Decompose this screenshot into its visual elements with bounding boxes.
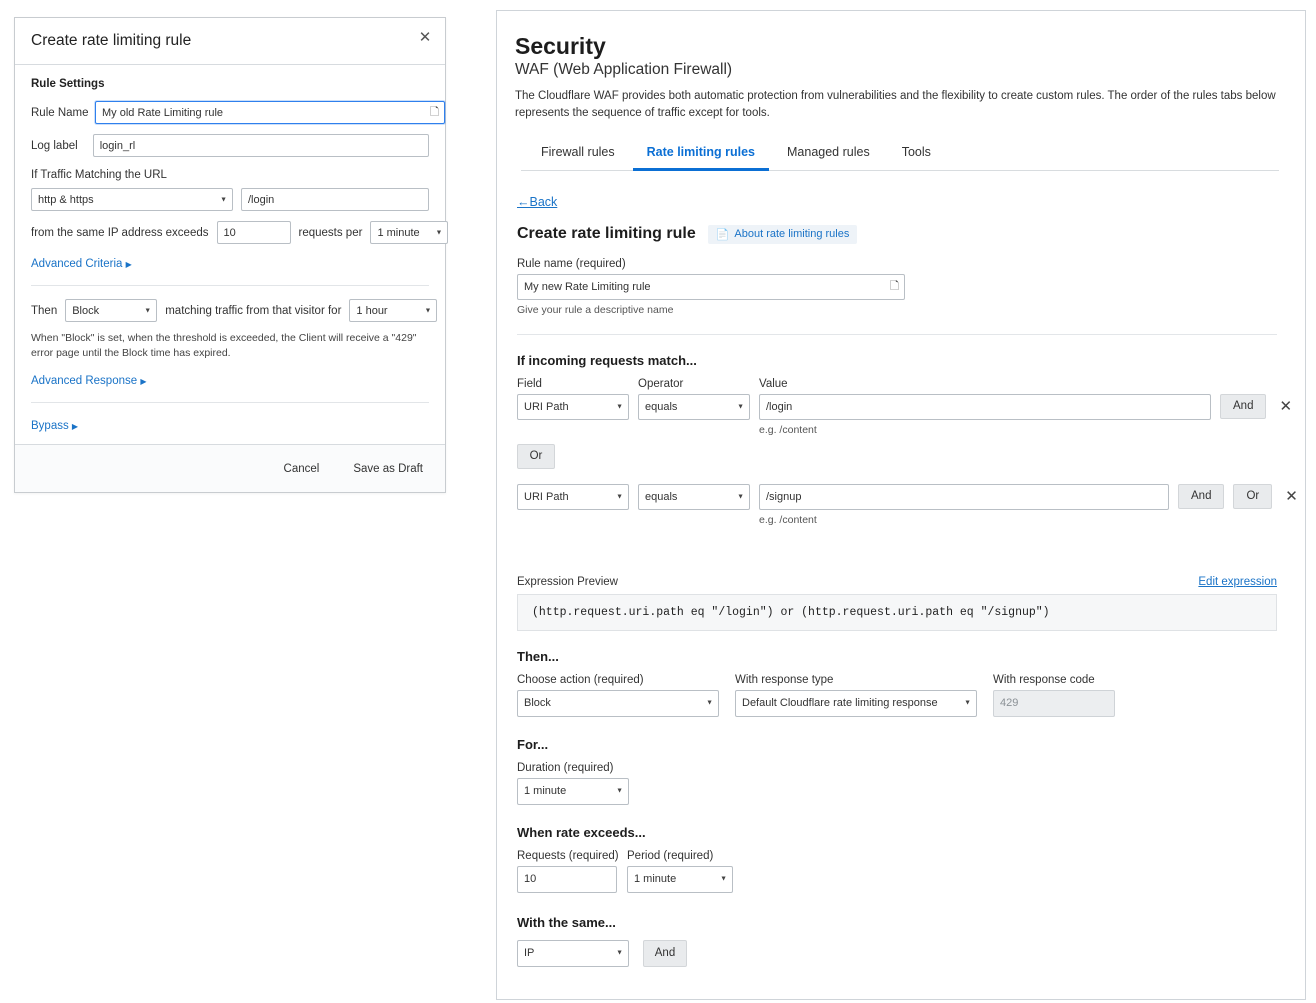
copy-icon[interactable]: 🗋	[430, 106, 439, 118]
rule-name-row	[31, 101, 439, 124]
block-note: When "Block" is set, when the threshold is exceeded, the Client will receive a "429" error page until the Block time has expired.	[31, 332, 417, 360]
expression-preview: (http.request.uri.path eq "/login") or (http.request.uri.path eq "/signup")	[517, 594, 1277, 631]
condition-column-headers	[517, 378, 1279, 394]
response-type-select-wrap	[735, 690, 977, 717]
value-input[interactable]	[759, 394, 1211, 420]
back-link[interactable]: ←Back	[517, 194, 558, 209]
response-code-block	[993, 674, 1115, 717]
chevron-down-icon: ▼	[616, 493, 623, 500]
close-icon[interactable]: ✕	[1275, 394, 1296, 419]
value-input-wrap	[759, 484, 1169, 526]
tab-firewall-rules[interactable]: Firewall rules	[527, 137, 629, 171]
requests-block	[517, 850, 627, 893]
rule-name-block	[517, 258, 1279, 316]
divider	[31, 285, 429, 286]
col-operator-label: Operator	[638, 377, 684, 390]
or-button[interactable]: Or	[517, 444, 555, 469]
edit-expression-link[interactable]: Edit expression	[1198, 575, 1277, 588]
rule-name-label: Rule Name	[31, 106, 89, 119]
threshold-row	[31, 221, 443, 244]
chevron-down-icon: ▼	[737, 403, 744, 410]
log-label-row	[31, 134, 429, 157]
duration-label: Duration (required)	[517, 761, 614, 774]
or-button[interactable]: Or	[1233, 484, 1272, 509]
chevron-down-icon: ▼	[720, 875, 727, 883]
col-value-label: Value	[759, 377, 788, 390]
action-select-wrap	[65, 299, 157, 322]
response-type-block	[735, 674, 993, 717]
create-rate-limiting-rule-modal	[14, 17, 446, 493]
rule-name-input-wrap	[95, 101, 445, 124]
then-row	[31, 299, 432, 322]
tab-bar	[521, 137, 1279, 171]
log-label-label: Log label	[31, 139, 78, 152]
chevron-down-icon: ▼	[706, 699, 713, 707]
field-select-wrap	[517, 484, 629, 510]
response-type-label: With response type	[735, 673, 834, 686]
page-title: Security	[515, 33, 606, 59]
chevron-down-icon: ▼	[964, 699, 971, 707]
matching-traffic-label: matching traffic from that visitor for	[165, 304, 342, 317]
close-icon[interactable]: ✕	[415, 28, 435, 48]
action-select[interactable]	[65, 299, 157, 322]
book-icon: 📄	[715, 228, 730, 241]
operator-select[interactable]	[638, 394, 750, 420]
url-match-row	[31, 188, 429, 211]
rule-name-input[interactable]	[517, 274, 905, 300]
modal-footer	[15, 444, 445, 492]
then-row	[517, 674, 1279, 717]
intro-text: The Cloudflare WAF provides both automatic protection from vulnerabilities and the flexibility to create custom rules. The order of the rules tabs below represents the sequence of traffic except for tools.	[515, 90, 1276, 120]
rule-settings-heading: Rule Settings	[31, 78, 105, 90]
chevron-down-icon: ▼	[220, 196, 227, 203]
rate-row	[517, 850, 1279, 893]
field-select[interactable]	[517, 484, 629, 510]
operator-select-wrap	[638, 394, 750, 420]
cancel-button[interactable]: Cancel	[278, 462, 326, 476]
action-label: Choose action (required)	[517, 673, 644, 686]
security-panel	[496, 10, 1306, 1000]
action-block	[517, 674, 735, 717]
rate-heading: When rate exceeds...	[517, 824, 646, 840]
same-row	[517, 940, 1279, 967]
then-label: Then	[31, 304, 58, 317]
value-input-wrap	[759, 394, 1211, 436]
triangle-right-icon: ▶	[125, 260, 132, 269]
action-select[interactable]	[517, 690, 719, 717]
same-heading: With the same...	[517, 914, 616, 930]
response-type-select[interactable]	[735, 690, 977, 717]
copy-icon[interactable]: 🗋	[890, 280, 899, 292]
bypass-link[interactable]	[31, 420, 78, 432]
save-as-draft-button[interactable]: Save as Draft	[347, 462, 429, 476]
triangle-right-icon: ▶	[71, 422, 79, 432]
then-heading: Then...	[517, 648, 559, 664]
period-select-wrap	[627, 866, 733, 893]
expression-section	[515, 576, 1279, 631]
rule-heading: Create rate limiting rule	[517, 225, 696, 242]
exceeds-suffix-label: requests per	[298, 226, 363, 239]
expression-preview-label: Expression Preview	[517, 575, 618, 588]
table-row	[517, 484, 1298, 526]
or-button-row	[517, 444, 1279, 469]
chevron-down-icon: ▼	[616, 787, 623, 795]
requests-input[interactable]	[517, 866, 617, 893]
operator-select[interactable]	[638, 484, 750, 510]
period-label: Period (required)	[627, 849, 714, 862]
operator-select-wrap	[638, 484, 750, 510]
match-heading: If incoming requests match...	[517, 352, 697, 368]
divider	[517, 334, 1277, 335]
duration-select-wrap	[517, 778, 629, 805]
about-link-label: About rate limiting rules	[734, 228, 850, 240]
about-rate-limiting-rules-link[interactable]	[708, 225, 858, 244]
response-code-input[interactable]	[993, 690, 1115, 717]
scheme-select-wrap	[31, 188, 233, 211]
requests-label: Requests (required)	[517, 849, 619, 862]
bypass-label: Bypass	[31, 420, 69, 433]
scheme-select[interactable]	[31, 188, 233, 211]
rule-name-label: Rule name (required)	[517, 257, 626, 270]
field-select[interactable]	[517, 394, 629, 420]
and-button[interactable]: And	[1220, 394, 1266, 419]
rule-name-input-wrap	[517, 274, 905, 300]
modal-title: Create rate limiting rule	[31, 32, 192, 49]
triangle-right-icon: ▶	[140, 377, 147, 387]
and-button[interactable]: And	[1178, 484, 1224, 509]
and-button[interactable]: And	[643, 940, 687, 967]
chevron-down-icon: ▼	[144, 307, 152, 314]
col-field-label: Field	[517, 377, 542, 390]
same-select-wrap	[517, 940, 629, 967]
chevron-down-icon: ▼	[616, 949, 623, 957]
advanced-criteria-label: Advanced Criteria	[31, 258, 123, 270]
close-icon[interactable]: ✕	[1281, 484, 1302, 509]
value-hint: e.g. /content	[759, 423, 817, 436]
table-row	[517, 394, 1293, 436]
url-path-input[interactable]	[241, 188, 429, 211]
period-select[interactable]	[627, 866, 733, 893]
period-block	[627, 850, 733, 893]
url-match-label: If Traffic Matching the URL	[31, 169, 167, 181]
tab-managed-rules[interactable]: Managed rules	[773, 137, 884, 171]
action-select-wrap	[517, 690, 719, 717]
duration-select-wrap	[349, 299, 437, 322]
modal-body	[15, 65, 445, 444]
field-select-wrap	[517, 394, 629, 420]
expression-header	[517, 576, 1277, 588]
rule-name-input[interactable]	[95, 101, 445, 124]
rule-name-hint: Give your rule a descriptive name	[517, 303, 674, 316]
chevron-down-icon: ▼	[435, 229, 443, 236]
chevron-down-icon: ▼	[424, 307, 432, 314]
advanced-criteria-link[interactable]	[31, 258, 132, 270]
advanced-response-link[interactable]	[31, 375, 147, 387]
chevron-down-icon: ▼	[616, 403, 623, 410]
for-heading: For...	[517, 736, 549, 752]
duration-select[interactable]	[349, 299, 437, 322]
value-hint: e.g. /content	[759, 513, 817, 526]
page-subtitle: WAF (Web Application Firewall)	[515, 61, 733, 78]
tab-tools[interactable]: Tools	[888, 137, 945, 171]
modal-header	[15, 18, 445, 65]
rule-heading-row	[517, 225, 1279, 244]
exceeds-prefix-label: from the same IP address exceeds	[31, 226, 209, 239]
duration-select[interactable]	[517, 778, 629, 805]
tab-rate-limiting-rules[interactable]: Rate limiting rules	[633, 137, 769, 171]
period-select[interactable]	[370, 221, 448, 244]
threshold-input[interactable]	[217, 221, 291, 244]
value-input[interactable]	[759, 484, 1169, 510]
period-select-wrap	[370, 221, 448, 244]
advanced-response-label: Advanced Response	[31, 375, 138, 388]
chevron-down-icon: ▼	[737, 493, 744, 500]
divider	[31, 402, 429, 403]
response-code-label: With response code	[993, 673, 1095, 686]
duration-block	[517, 762, 1279, 805]
same-select[interactable]	[517, 940, 629, 967]
log-label-input[interactable]	[93, 134, 429, 157]
